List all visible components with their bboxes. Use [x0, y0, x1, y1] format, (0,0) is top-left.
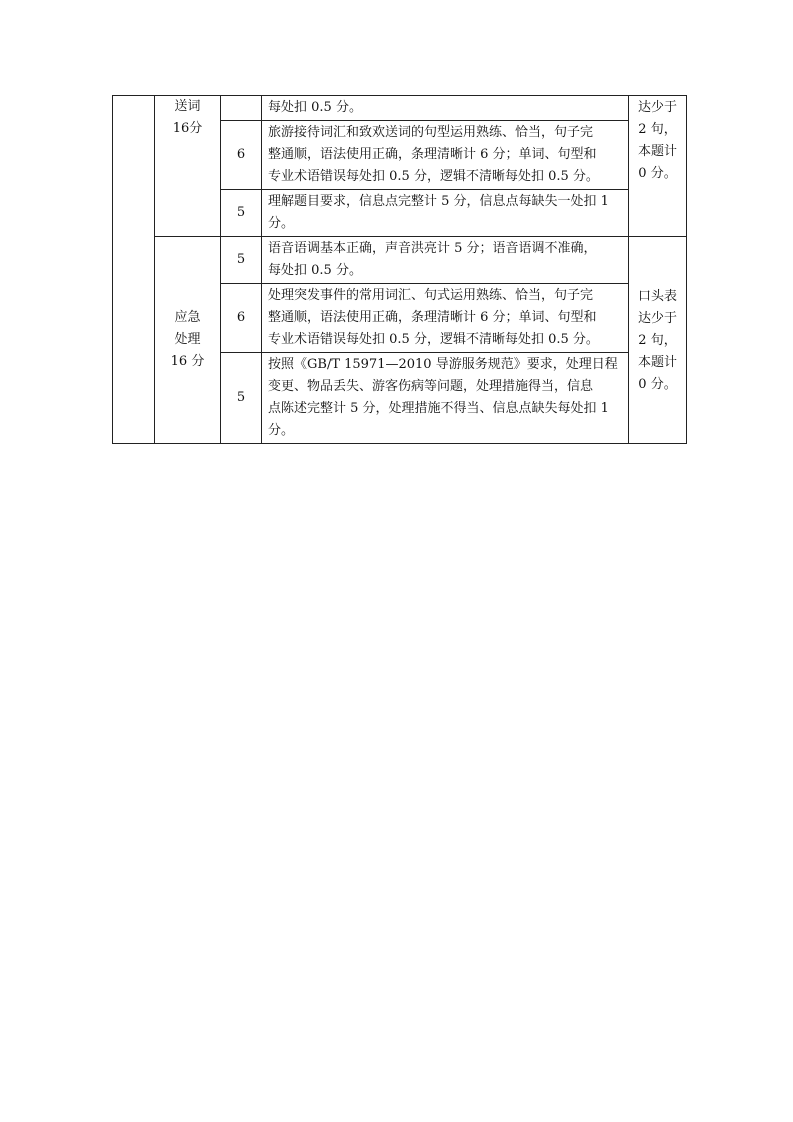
note-cell: 达少于 2 句， 本题计 0 分。 [629, 96, 687, 237]
table-row [113, 237, 687, 284]
score-cell: 6 [221, 284, 262, 353]
criteria-cell: 理解题目要求，信息点完整计 5 分，信息点每缺失一处扣 1 分。 [262, 190, 629, 237]
item-cell-emergency [155, 237, 221, 444]
scoring-table [112, 95, 687, 444]
criteria-cell: 处理突发事件的常用词汇、句式运用熟练、恰当，句子完 整通顺，语法使用正确，条理清晰计 6 分；单词、句型和 专业术语错误每处扣 0.5 分，逻辑不清晰每处扣 0.5 分。 [262, 284, 629, 353]
score-cell [221, 96, 262, 121]
score-cell: 6 [221, 121, 262, 190]
score-cell: 5 [221, 190, 262, 237]
table-row [113, 96, 687, 121]
score-cell: 5 [221, 353, 262, 444]
criteria-cell: 语音语调基本正确，声音洪亮计 5 分；语音语调不准确， 每处扣 0.5 分。 [262, 237, 629, 284]
criteria-cell: 每处扣 0.5 分。 [262, 96, 629, 121]
item-name: 应急 处理 16 分 [170, 310, 205, 369]
criteria-cell: 按照《GB/T 15971—2010 导游服务规范》要求，处理日程 变更、物品丢失、游客伤病等问题，处理措施得当，信息 点陈述完整计 5 分，处理措施不得当、信息点缺失每处扣 1 分。 [262, 353, 629, 444]
category-cell [113, 96, 155, 444]
score-cell: 5 [221, 237, 262, 284]
note-cell: 口头表 达少于 2 句， 本题计 0 分。 [629, 237, 687, 444]
item-cell-farewell [155, 96, 221, 237]
item-name: 送词 16分 [172, 99, 203, 136]
criteria-cell: 旅游接待词汇和致欢送词的句型运用熟练、恰当，句子完 整通顺，语法使用正确，条理清晰计 6 分；单词、句型和 专业术语错误每处扣 0.5 分，逻辑不清晰每处扣 0.5 分。 [262, 121, 629, 190]
